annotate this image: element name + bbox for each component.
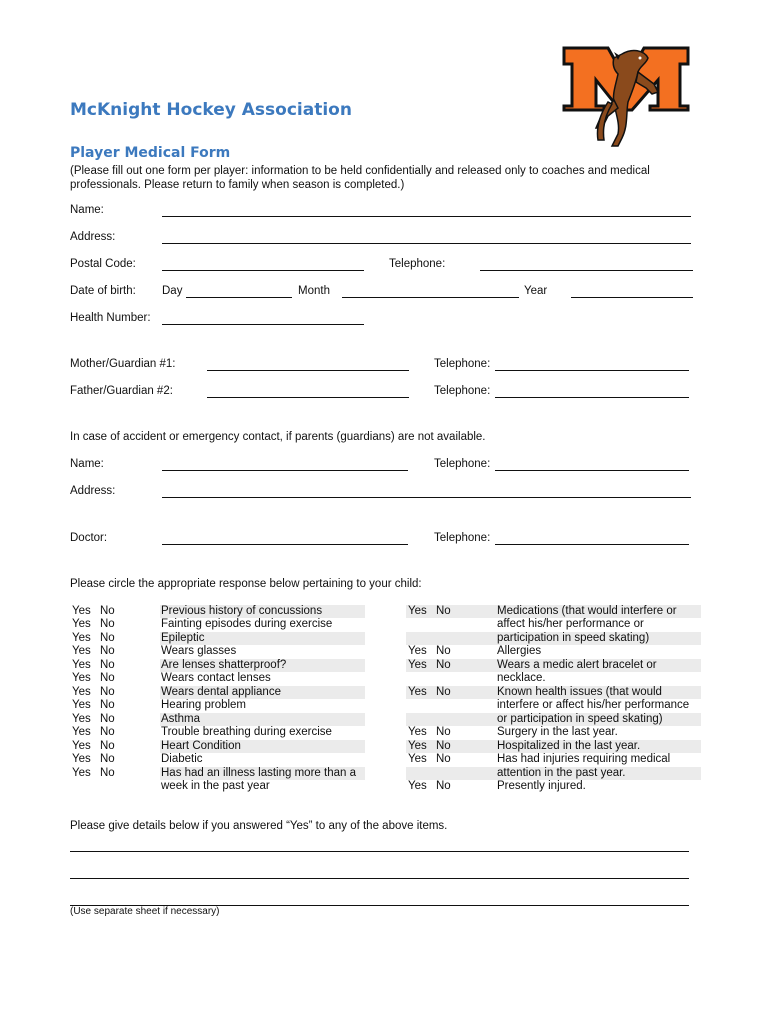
emergency-address-field[interactable]	[162, 497, 691, 498]
doctor-label: Doctor:	[70, 532, 108, 544]
father-telephone-label: Telephone:	[434, 385, 491, 397]
checklist-instruction: Please circle the appropriate response below pertaining to your child:	[70, 578, 422, 590]
mother-telephone-label: Telephone:	[434, 358, 491, 370]
doctor-telephone-label: Telephone:	[434, 532, 491, 544]
mother-guardian-field[interactable]	[207, 370, 409, 371]
no-option[interactable]: No	[436, 645, 451, 657]
yes-option[interactable]: Yes	[72, 713, 91, 725]
mustang-logo-icon	[562, 44, 690, 148]
condition-item: Asthma	[161, 713, 200, 725]
emergency-intro: In case of accident or emergency contact, if parents (guardians) are not available.	[70, 431, 486, 443]
no-option[interactable]: No	[100, 740, 115, 752]
yes-option[interactable]: Yes	[408, 659, 427, 671]
dob-year-label: Year	[524, 285, 548, 297]
yes-option[interactable]: Yes	[72, 699, 91, 711]
form-instructions: (Please fill out one form per player: information to be held confidentially and released only to coaches and medical professionals. Please return to family when season is completed.)	[70, 165, 650, 191]
yes-option[interactable]: Yes	[72, 726, 91, 738]
condition-item: affect his/her performance or	[497, 618, 644, 630]
condition-item: Surgery in the last year.	[497, 726, 618, 738]
details-prompt: Please give details below if you answered “Yes” to any of the above items.	[70, 820, 448, 832]
yes-option[interactable]: Yes	[408, 753, 427, 765]
no-option[interactable]: No	[436, 686, 451, 698]
condition-item: or participation in speed skating)	[497, 713, 663, 725]
yes-option[interactable]: Yes	[408, 740, 427, 752]
no-option[interactable]: No	[100, 713, 115, 725]
condition-item: attention in the past year.	[497, 767, 626, 779]
condition-item: Wears dental appliance	[161, 686, 281, 698]
condition-item: Diabetic	[161, 753, 203, 765]
no-option[interactable]: No	[100, 605, 115, 617]
dob-day-field[interactable]	[186, 297, 292, 298]
yes-option[interactable]: Yes	[72, 618, 91, 630]
dob-label: Date of birth:	[70, 285, 136, 297]
yes-option[interactable]: Yes	[408, 645, 427, 657]
no-option[interactable]: No	[436, 740, 451, 752]
condition-item: Wears a medic alert bracelet or	[497, 659, 657, 671]
separate-sheet-note: (Use separate sheet if necessary)	[70, 906, 220, 917]
condition-item: Has had injuries requiring medical	[497, 753, 671, 765]
no-option[interactable]: No	[436, 605, 451, 617]
player-address-field[interactable]	[162, 243, 691, 244]
condition-item: Has had an illness lasting more than a	[161, 767, 356, 779]
yes-option[interactable]: Yes	[72, 659, 91, 671]
father-guardian-label: Father/Guardian #2:	[70, 385, 173, 397]
condition-item: Heart Condition	[161, 740, 241, 752]
condition-item: Fainting episodes during exercise	[161, 618, 333, 630]
emergency-name-label: Name:	[70, 458, 104, 470]
no-option[interactable]: No	[100, 686, 115, 698]
condition-item: Wears contact lenses	[161, 672, 271, 684]
player-name-field[interactable]	[162, 216, 691, 217]
emergency-telephone-label: Telephone:	[434, 458, 491, 470]
player-name-label: Name:	[70, 204, 104, 216]
organization-title: McKnight Hockey Association	[70, 100, 352, 120]
no-option[interactable]: No	[100, 767, 115, 779]
no-option[interactable]: No	[100, 672, 115, 684]
condition-item: Hearing problem	[161, 699, 247, 711]
no-option[interactable]: No	[436, 780, 451, 792]
yes-option[interactable]: Yes	[72, 632, 91, 644]
no-option[interactable]: No	[100, 726, 115, 738]
yes-option[interactable]: Yes	[72, 645, 91, 657]
no-option[interactable]: No	[100, 699, 115, 711]
doctor-field[interactable]	[162, 544, 408, 545]
yes-option[interactable]: Yes	[408, 686, 427, 698]
no-option[interactable]: No	[436, 753, 451, 765]
details-line-1[interactable]	[70, 851, 689, 852]
condition-item: participation in speed skating)	[497, 632, 650, 644]
no-option[interactable]: No	[436, 659, 451, 671]
condition-item: Allergies	[497, 645, 542, 657]
details-line-2[interactable]	[70, 878, 689, 879]
no-option[interactable]: No	[100, 632, 115, 644]
condition-item: Hospitalized in the last year.	[497, 740, 641, 752]
postal-code-label: Postal Code:	[70, 258, 136, 270]
father-guardian-field[interactable]	[207, 397, 409, 398]
condition-item: Previous history of concussions	[161, 605, 323, 617]
condition-item: Trouble breathing during exercise	[161, 726, 332, 738]
yes-option[interactable]: Yes	[72, 672, 91, 684]
condition-item: interfere or affect his/her performance	[497, 699, 690, 711]
yes-option[interactable]: Yes	[408, 605, 427, 617]
dob-month-field[interactable]	[342, 297, 519, 298]
father-telephone-field[interactable]	[495, 397, 689, 398]
dob-day-label: Day	[162, 285, 183, 297]
condition-item: Are lenses shatterproof?	[161, 659, 287, 671]
emergency-name-field[interactable]	[162, 470, 408, 471]
yes-option[interactable]: Yes	[72, 753, 91, 765]
condition-item: Presently injured.	[497, 780, 586, 792]
yes-option[interactable]: Yes	[408, 726, 427, 738]
player-address-label: Address:	[70, 231, 116, 243]
condition-item: week in the past year	[161, 780, 270, 792]
mother-guardian-label: Mother/Guardian #1:	[70, 358, 176, 370]
condition-item: Known health issues (that would	[497, 686, 662, 698]
no-option[interactable]: No	[100, 645, 115, 657]
postal-code-field[interactable]	[162, 270, 364, 271]
player-telephone-field[interactable]	[480, 270, 693, 271]
yes-option[interactable]: Yes	[72, 605, 91, 617]
mother-telephone-field[interactable]	[495, 370, 689, 371]
yes-option[interactable]: Yes	[72, 740, 91, 752]
health-number-field[interactable]	[162, 324, 364, 325]
health-number-label: Health Number:	[70, 312, 151, 324]
condition-item: Epileptic	[161, 632, 205, 644]
yes-option[interactable]: Yes	[72, 767, 91, 779]
condition-item: Medications (that would interfere or	[497, 605, 677, 617]
yes-option[interactable]: Yes	[408, 780, 427, 792]
dob-year-field[interactable]	[571, 297, 693, 298]
emergency-telephone-field[interactable]	[495, 470, 689, 471]
dob-month-label: Month	[298, 285, 330, 297]
no-option[interactable]: No	[100, 659, 115, 671]
form-title: Player Medical Form	[70, 145, 231, 161]
no-option[interactable]: No	[100, 618, 115, 630]
doctor-telephone-field[interactable]	[495, 544, 689, 545]
yes-option[interactable]: Yes	[72, 686, 91, 698]
emergency-address-label: Address:	[70, 485, 116, 497]
no-option[interactable]: No	[436, 726, 451, 738]
condition-item: necklace.	[497, 672, 546, 684]
condition-item: Wears glasses	[161, 645, 237, 657]
no-option[interactable]: No	[100, 753, 115, 765]
player-telephone-label: Telephone:	[389, 258, 446, 270]
